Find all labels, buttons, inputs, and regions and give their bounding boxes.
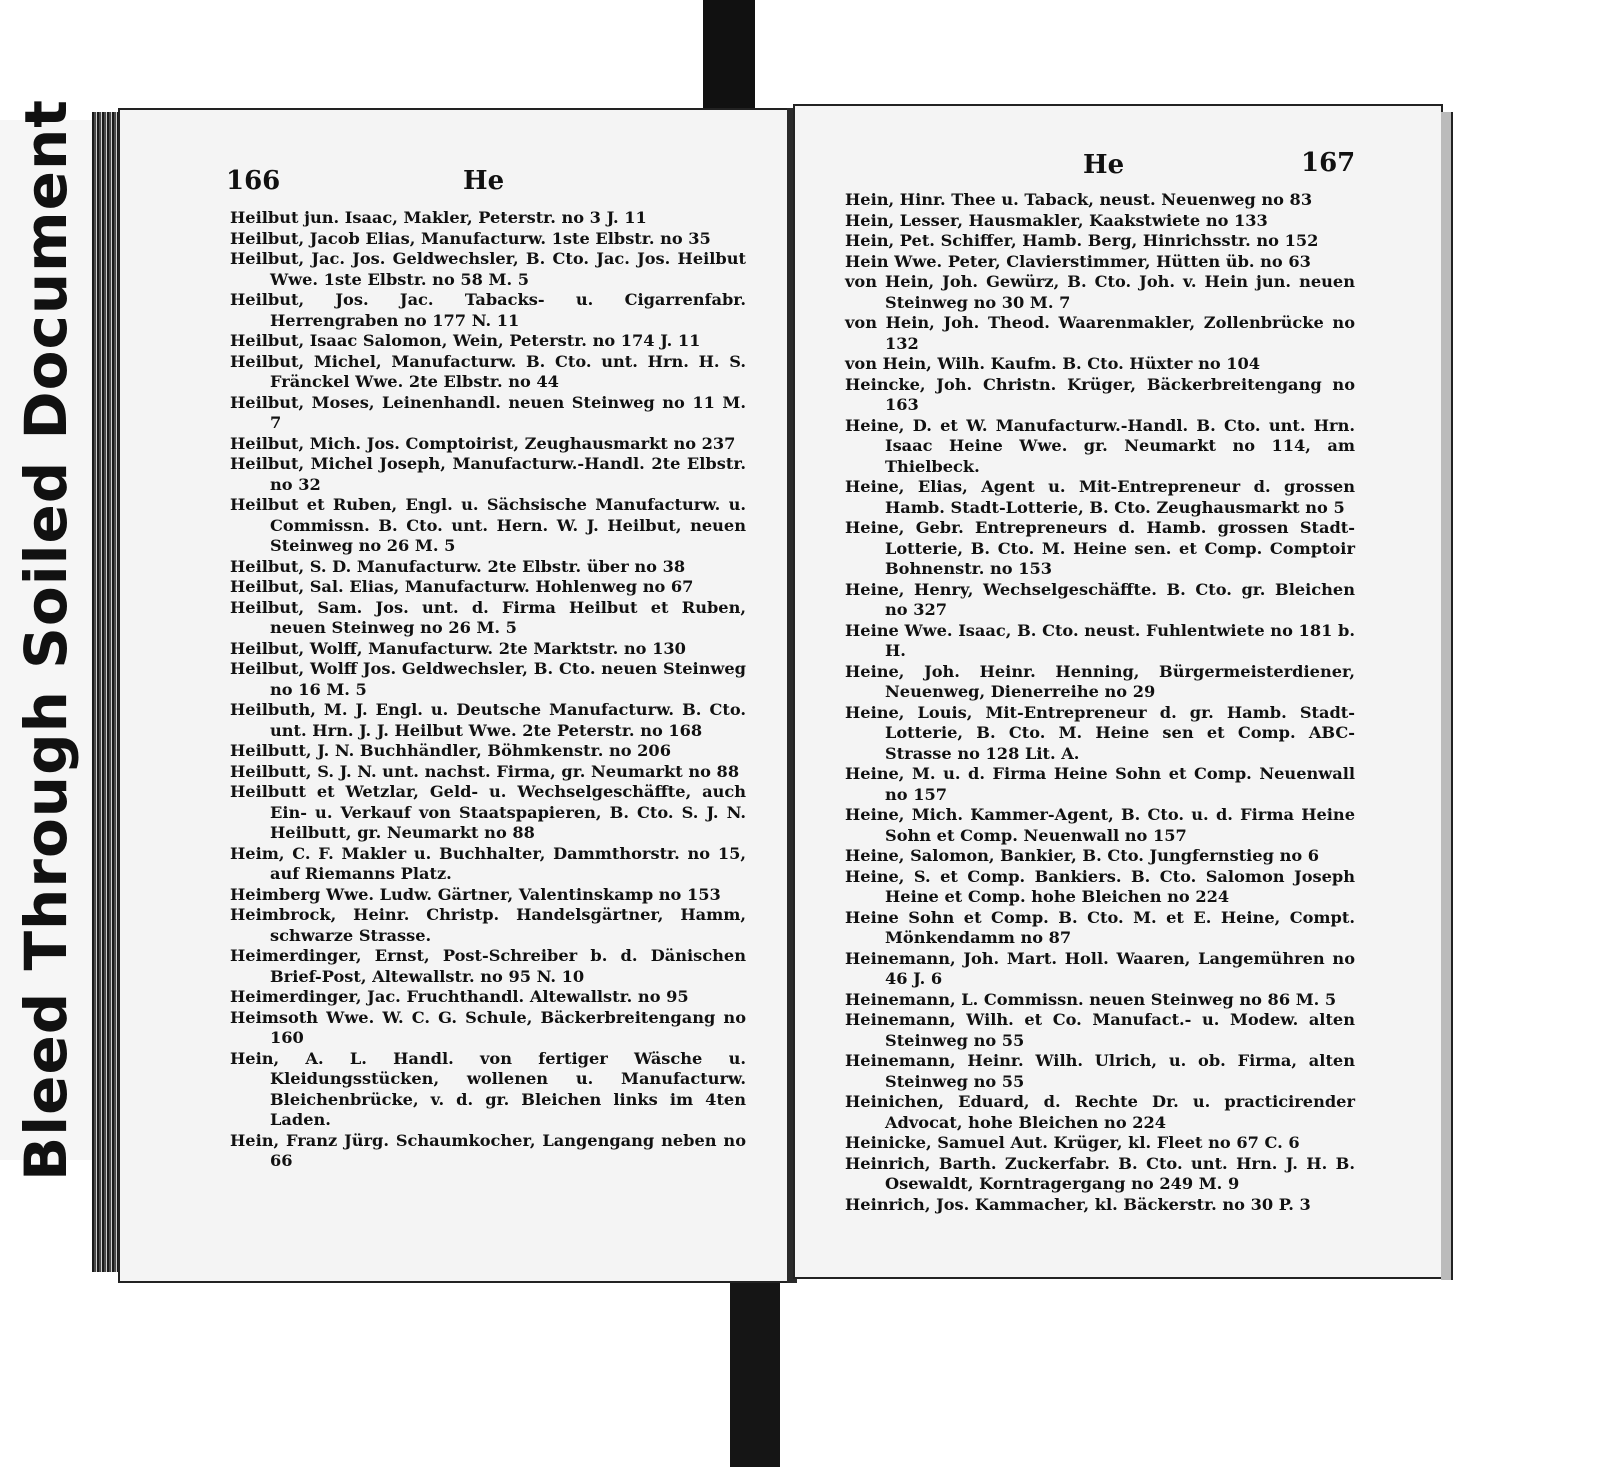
directory-entry: Heilbut, Sam. Jos. unt. d. Firma Heilbut et Ruben, neuen Steinweg no 26 M. 5 <box>230 597 746 637</box>
directory-entry: von Hein, Wilh. Kaufm. B. Cto. Hüxter no 104 <box>845 354 1261 373</box>
binding-tape-bottom <box>730 1255 780 1467</box>
directory-entry: Heimsoth Wwe. W. C. G. Schule, Bäckerbreitengang no 160 <box>230 1007 746 1047</box>
directory-entry: Heilbut, Sal. Elias, Manufacturw. Hohlenweg no 67 <box>230 577 694 596</box>
directory-entry: Heine Wwe. Isaac, B. Cto. neust. Fuhlentwiete no 181 b. H. <box>845 620 1355 660</box>
directory-entry: Heinemann, Joh. Mart. Holl. Waaren, Langemühren no 46 J. 6 <box>845 948 1355 988</box>
directory-entry: Heimbrock, Heinr. Christp. Handelsgärtner, Hamm, schwarze Strasse. <box>230 905 746 945</box>
directory-entry: Heine, Elias, Agent u. Mit-Entrepreneur d. grossen Hamb. Stadt-Lotterie, B. Cto. Zeughausmarkt no 5 <box>845 477 1355 517</box>
left-page <box>118 108 790 1283</box>
directory-entry: Heilbutt, J. N. Buchhändler, Böhmkenstr. no 206 <box>230 741 671 760</box>
directory-entry: Heinemann, L. Commissn. neuen Steinweg no 86 M. 5 <box>845 989 1337 1009</box>
directory-entry: Heilbutt, S. J. N. unt. nachst. Firma, gr. Neumarkt no 88 <box>230 761 740 781</box>
directory-entry: Heincke, Joh. Christn. Krüger, Bäckerbreitengang no 163 <box>845 374 1355 414</box>
directory-entry: von Hein, Joh. Gewürz, B. Cto. Joh. v. Hein jun. neuen Steinweg no 30 M. 7 <box>845 272 1355 312</box>
directory-entry: Heinrich, Barth. Zuckerfabr. B. Cto. unt. Hrn. J. H. B. Osewaldt, Korntragergang no 249 M. 9 <box>845 1153 1355 1193</box>
binding-tape-top <box>703 0 755 120</box>
directory-entry: Heimerdinger, Jac. Fruchthandl. Altewallstr. no 95 <box>230 987 689 1006</box>
directory-entry: von Hein, Joh. Theod. Waarenmakler, Zollenbrücke no 132 <box>845 313 1355 353</box>
directory-entry: Heilbut, Moses, Leinenhandl. neuen Steinweg no 11 M. 7 <box>230 392 746 432</box>
directory-entry: Heilbut, Michel Joseph, Manufacturw.-Handl. 2te Elbstr. no 32 <box>230 454 746 494</box>
directory-entry: Heine, Gebr. Entrepreneurs d. Hamb. grossen Stadt-Lotterie, B. Cto. M. Heine sen. et Comp. Comptoir Bohnenstr. no 153 <box>845 518 1355 578</box>
directory-entry: Heilbut, Jacob Elias, Manufacturw. 1ste Elbstr. no 35 <box>230 228 711 248</box>
directory-entry: Heine, Louis, Mit-Entrepreneur d. gr. Hamb. Stadt-Lotterie, B. Cto. M. Heine sen et Comp. ABC-Strasse no 128 Lit. A. <box>845 702 1355 763</box>
side-label-strip <box>0 99 93 1181</box>
right-page-edge <box>1441 112 1453 1280</box>
directory-entry: Hein, Pet. Schiffer, Hamb. Berg, Hinrichsstr. no 152 <box>845 231 1319 250</box>
page-header: He <box>1083 150 1125 180</box>
directory-entry: Heine, Mich. Kammer-Agent, B. Cto. u. d. Firma Heine Sohn et Comp. Neuenwall no 157 <box>845 805 1355 845</box>
entry-list <box>845 190 1355 1215</box>
directory-entry: Heinrich, Jos. Kammacher, kl. Bäckerstr. no 30 P. 3 <box>845 1194 1311 1214</box>
directory-entry: Heinichen, Eduard, d. Rechte Dr. u. practicirender Advocat, hohe Bleichen no 224 <box>845 1092 1355 1132</box>
directory-entry: Heilbut, Jos. Jac. Tabacks- u. Cigarrenfabr. Herrengraben no 177 N. 11 <box>230 290 746 330</box>
directory-entry: Heine, M. u. d. Firma Heine Sohn et Comp. Neuenwall no 157 <box>845 764 1355 804</box>
directory-entry: Heim, C. F. Makler u. Buchhalter, Dammthorstr. no 15, auf Riemanns Platz. <box>230 843 746 883</box>
directory-entry: Hein Wwe. Peter, Clavierstimmer, Hütten üb. no 63 <box>845 251 1311 271</box>
directory-entry: Heine, D. et W. Manufacturw.-Handl. B. Cto. unt. Hrn. Isaac Heine Wwe. gr. Neumarkt no 114, am Thielbeck. <box>845 415 1355 476</box>
directory-entry: Heilbut, Wolff, Manufacturw. 2te Marktstr. no 130 <box>230 638 686 658</box>
directory-entry: Heilbut, Jac. Jos. Geldwechsler, B. Cto. Jac. Jos. Heilbut Wwe. 1ste Elbstr. no 58 M. 5 <box>230 249 746 289</box>
page-number: 167 <box>1301 148 1356 178</box>
directory-entry: Heimberg Wwe. Ludw. Gärtner, Valentinskamp no 153 <box>230 884 721 904</box>
directory-entry: Heilbut, Wolff Jos. Geldwechsler, B. Cto. neuen Steinweg no 16 M. 5 <box>230 659 746 699</box>
directory-entry: Heinicke, Samuel Aut. Krüger, kl. Fleet no 67 C. 6 <box>845 1133 1300 1152</box>
directory-entry: Hein, Franz Jürg. Schaumkocher, Langengang neben no 66 <box>230 1130 746 1170</box>
right-page <box>793 104 1443 1279</box>
directory-entry: Heine Sohn et Comp. B. Cto. M. et E. Heine, Compt. Mönkendamm no 87 <box>845 907 1355 947</box>
directory-entry: Hein, A. L. Handl. von fertiger Wäsche u. Kleidungsstücken, wollenen u. Manufacturw. Bleichenbrücke, v. d. gr. Bleichen links im 4ten Laden. <box>230 1048 746 1129</box>
directory-entry: Heilbut jun. Isaac, Makler, Peterstr. no 3 J. 11 <box>230 208 647 227</box>
directory-entry: Heilbut, Mich. Jos. Comptoirist, Zeughausmarkt no 237 <box>230 433 736 453</box>
side-label: Bleed Through Soiled Document <box>12 99 80 1181</box>
directory-entry: Heilbutt et Wetzlar, Geld- u. Wechselgeschäffte, auch Ein- u. Verkauf von Staatspapieren, B. Cto. S. J. N. Heilbutt, gr. Neumarkt no 88 <box>230 782 746 842</box>
directory-entry: Heilbuth, M. J. Engl. u. Deutsche Manufacturw. B. Cto. unt. Hrn. J. J. Heilbut Wwe. 2te Peterstr. no 168 <box>230 700 746 740</box>
directory-entry: Heimerdinger, Ernst, Post-Schreiber b. d. Dänischen Brief-Post, Altewallstr. no 95 N. 10 <box>230 946 746 986</box>
directory-entry: Heine, Henry, Wechselgeschäffte. B. Cto. gr. Bleichen no 327 <box>845 579 1355 619</box>
directory-entry: Heine, Joh. Heinr. Henning, Bürgermeisterdiener, Neuenweg, Dienerreihe no 29 <box>845 661 1355 701</box>
directory-entry: Heinemann, Heinr. Wilh. Ulrich, u. ob. Firma, alten Steinweg no 55 <box>845 1051 1355 1091</box>
directory-entry: Heilbut, Michel, Manufacturw. B. Cto. unt. Hrn. H. S. Fränckel Wwe. 2te Elbstr. no 44 <box>230 351 746 391</box>
directory-entry: Hein, Hinr. Thee u. Taback, neust. Neuenweg no 83 <box>845 190 1313 209</box>
directory-entry: Heilbut, Isaac Salomon, Wein, Peterstr. no 174 J. 11 <box>230 331 701 350</box>
directory-entry: Heine, S. et Comp. Bankiers. B. Cto. Salomon Joseph Heine et Comp. hohe Bleichen no 224 <box>845 866 1355 906</box>
page-header: He <box>463 166 505 196</box>
directory-entry: Heilbut et Ruben, Engl. u. Sächsische Manufacturw. u. Commissn. B. Cto. unt. Hern. W. J. Heilbut, neuen Steinweg no 26 M. 5 <box>230 495 746 555</box>
directory-entry: Hein, Lesser, Hausmakler, Kaakstwiete no 133 <box>845 210 1268 230</box>
page-number: 166 <box>226 166 281 196</box>
directory-entry: Heilbut, S. D. Manufacturw. 2te Elbstr. über no 38 <box>230 556 686 576</box>
directory-entry: Heinemann, Wilh. et Co. Manufact.- u. Modew. alten Steinweg no 55 <box>845 1010 1355 1050</box>
directory-entry: Heine, Salomon, Bankier, B. Cto. Jungfernstieg no 6 <box>845 846 1320 865</box>
entry-list <box>230 208 746 1172</box>
